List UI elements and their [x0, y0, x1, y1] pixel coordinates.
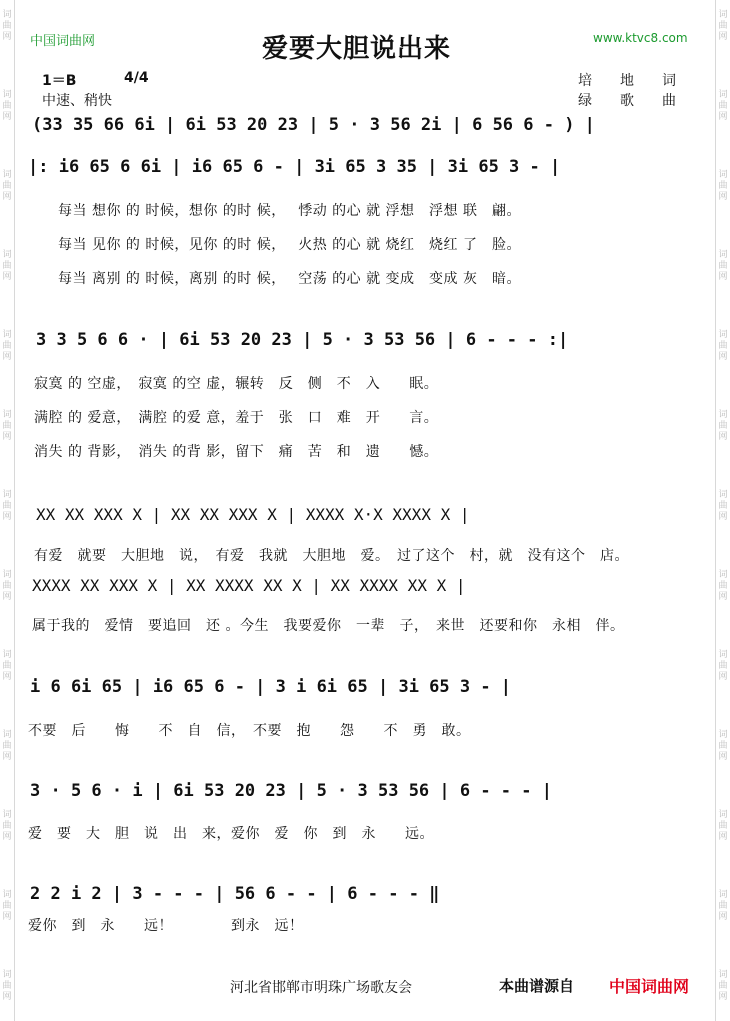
watermark-char: 曲	[718, 581, 728, 591]
watermark-char: 网	[718, 272, 728, 282]
watermark-char: 词	[718, 10, 728, 20]
lyric-chorus-4: 爱 要 大 胆 说 出 来，爱你 爱 你 到 永 远。	[28, 826, 434, 842]
watermark-char: 网	[2, 512, 12, 522]
watermark-char: 网	[2, 352, 12, 362]
lyric-chorus-2: 属于我的 爱情 要追回 还 。今生 我要爱你 一辈 子， 来世 还要和你 永相 伴。	[32, 618, 625, 634]
watermark-char: 网	[718, 112, 728, 122]
watermark-char: 曲	[718, 101, 728, 111]
footer-source-label: 本曲谱源自	[499, 977, 575, 995]
watermark-char: 词	[718, 170, 728, 180]
watermark-char: 词	[2, 10, 12, 20]
watermark-char: 曲	[718, 341, 728, 351]
site-url: www.ktvc8.com	[593, 31, 688, 45]
watermark-char: 曲	[2, 901, 12, 911]
watermark-char: 网	[718, 752, 728, 762]
watermark-char: 网	[718, 352, 728, 362]
watermark-char: 网	[2, 112, 12, 122]
tempo-marking: 中速、稍快	[42, 93, 112, 109]
watermark-char: 网	[2, 672, 12, 682]
time-signature: 4/4	[124, 70, 149, 86]
watermark-char: 词	[2, 570, 12, 580]
song-title: 爱要大胆说出来	[262, 34, 452, 64]
watermark-char: 曲	[718, 181, 728, 191]
watermark-char: 词	[2, 970, 12, 980]
lyric-verse1-b: 寂寞 的 空虚， 寂寞 的空 虚，辗转 反 侧 不 入 眠。	[34, 376, 439, 392]
watermark-char: 网	[2, 192, 12, 202]
watermark-char: 网	[2, 752, 12, 762]
watermark-char: 词	[2, 410, 12, 420]
site-logo-left: 中国词曲网	[30, 34, 96, 49]
lyric-chorus-1: 有爱 就要 大胆地 说， 有爱 我就 大胆地 爱。 过了这个 村，就 没有这个 店。	[34, 548, 629, 564]
lyricist-credit: 培 地 词	[578, 73, 676, 89]
watermark-char: 词	[718, 970, 728, 980]
watermark-char: 曲	[2, 101, 12, 111]
watermark-char: 词	[2, 730, 12, 740]
watermark-char: 曲	[2, 21, 12, 31]
watermark-char: 曲	[718, 981, 728, 991]
watermark-char: 网	[718, 912, 728, 922]
watermark-char: 词	[2, 490, 12, 500]
score-line-ending: 2 2 i 2 | 3 - - - | 56 6 - - | 6 - - - ‖	[30, 884, 440, 904]
lyric-ending: 爱你 到 永 远！ 到永 远！	[28, 918, 304, 934]
watermark-char: 曲	[718, 421, 728, 431]
watermark-char: 曲	[718, 261, 728, 271]
lyric-verse2-a: 每当 见你 的 时候，见你 的时 候， 火热 的心 就 烧红 烧红 了 脸。	[58, 237, 522, 253]
watermark-char: 网	[718, 592, 728, 602]
watermark-char: 词	[718, 810, 728, 820]
watermark-char: 网	[2, 832, 12, 842]
score-line-chorus-3: i 6 6i 65 | i6 65 6 - | 3 i 6i 65 | 3i 65 3 - |	[30, 677, 512, 697]
lyric-verse2-b: 满腔 的 爱意， 满腔 的爱 意，羞于 张 口 难 开 言。	[34, 410, 439, 426]
score-line-chorus-2: XXXX XX XXX X | XX XXXX XX X | XX XXXX XX X |	[32, 576, 466, 595]
watermark-char: 曲	[2, 341, 12, 351]
watermark-char: 曲	[2, 261, 12, 271]
watermark-char: 曲	[2, 981, 12, 991]
watermark-char: 词	[2, 170, 12, 180]
watermark-char: 词	[2, 90, 12, 100]
watermark-char: 词	[718, 250, 728, 260]
watermark-char: 词	[2, 330, 12, 340]
watermark-char: 词	[2, 890, 12, 900]
watermark-char: 曲	[718, 821, 728, 831]
watermark-char: 词	[718, 410, 728, 420]
composer-credit: 绿 歌 曲	[578, 93, 676, 109]
watermark-char: 词	[718, 490, 728, 500]
watermark-char: 网	[2, 912, 12, 922]
watermark-char: 网	[718, 992, 728, 1002]
watermark-char: 网	[718, 832, 728, 842]
watermark-char: 曲	[2, 741, 12, 751]
watermark-char: 网	[718, 192, 728, 202]
watermark-char: 网	[2, 432, 12, 442]
footer-org: 河北省邯郸市明珠广场歌友会	[230, 980, 412, 996]
watermark-char: 网	[2, 32, 12, 42]
watermark-char: 词	[718, 570, 728, 580]
score-line-intro: (33 35 66 6i | 6i 53 20 23 | 5 · 3 56 2i | 6 56 6 - ) |	[32, 115, 595, 135]
watermark-char: 网	[2, 592, 12, 602]
watermark-char: 词	[718, 890, 728, 900]
key-signature: 1＝B	[42, 73, 77, 89]
lyric-verse3-a: 每当 离别 的 时候，离别 的时 候， 空荡 的心 就 变成 变成 灰 暗。	[58, 271, 522, 287]
watermark-char: 词	[2, 650, 12, 660]
watermark-char: 网	[718, 432, 728, 442]
score-line-chorus-1: XX XX XXX X | XX XX XXX X | XXXX X·X XXXX X |	[36, 505, 470, 524]
watermark-char: 曲	[718, 21, 728, 31]
watermark-char: 曲	[2, 661, 12, 671]
watermark-char: 网	[718, 32, 728, 42]
watermark-char: 词	[718, 90, 728, 100]
watermark-char: 曲	[2, 581, 12, 591]
watermark-char: 词	[718, 330, 728, 340]
watermark-char: 曲	[2, 501, 12, 511]
watermark-char: 词	[718, 650, 728, 660]
watermark-char: 曲	[2, 421, 12, 431]
watermark-char: 词	[718, 730, 728, 740]
watermark-char: 曲	[718, 901, 728, 911]
footer-source-site: 中国词曲网	[609, 977, 690, 996]
watermark-char: 曲	[718, 741, 728, 751]
score-line-verse-b: 3 3 5 6 6 · | 6i 53 20 23 | 5 · 3 53 56 | 6 - - - :|	[36, 330, 569, 350]
score-line-verse-a: |: i6 65 6 6i | i6 65 6 - | 3i 65 3 35 | 3i 65 3 - |	[28, 157, 561, 177]
watermark-char: 网	[718, 512, 728, 522]
watermark-char: 曲	[2, 821, 12, 831]
lyric-chorus-3: 不要 后 悔 不 自 信， 不要 抱 怨 不 勇 敢。	[28, 723, 471, 739]
watermark-char: 曲	[2, 181, 12, 191]
lyric-verse3-b: 消失 的 背影， 消失 的背 影，留下 痛 苦 和 遗 憾。	[34, 444, 439, 460]
watermark-char: 网	[718, 672, 728, 682]
watermark-char: 词	[2, 810, 12, 820]
lyric-verse1-a: 每当 想你 的 时候，想你 的时 候， 悸动 的心 就 浮想 浮想 联 翩。	[58, 203, 522, 219]
watermark-char: 网	[2, 272, 12, 282]
score-line-chorus-4: 3 · 5 6 · i | 6i 53 20 23 | 5 · 3 53 56 | 6 - - - |	[30, 781, 552, 801]
watermark-char: 网	[2, 992, 12, 1002]
watermark-char: 曲	[718, 501, 728, 511]
watermark-char: 词	[2, 250, 12, 260]
watermark-char: 曲	[718, 661, 728, 671]
